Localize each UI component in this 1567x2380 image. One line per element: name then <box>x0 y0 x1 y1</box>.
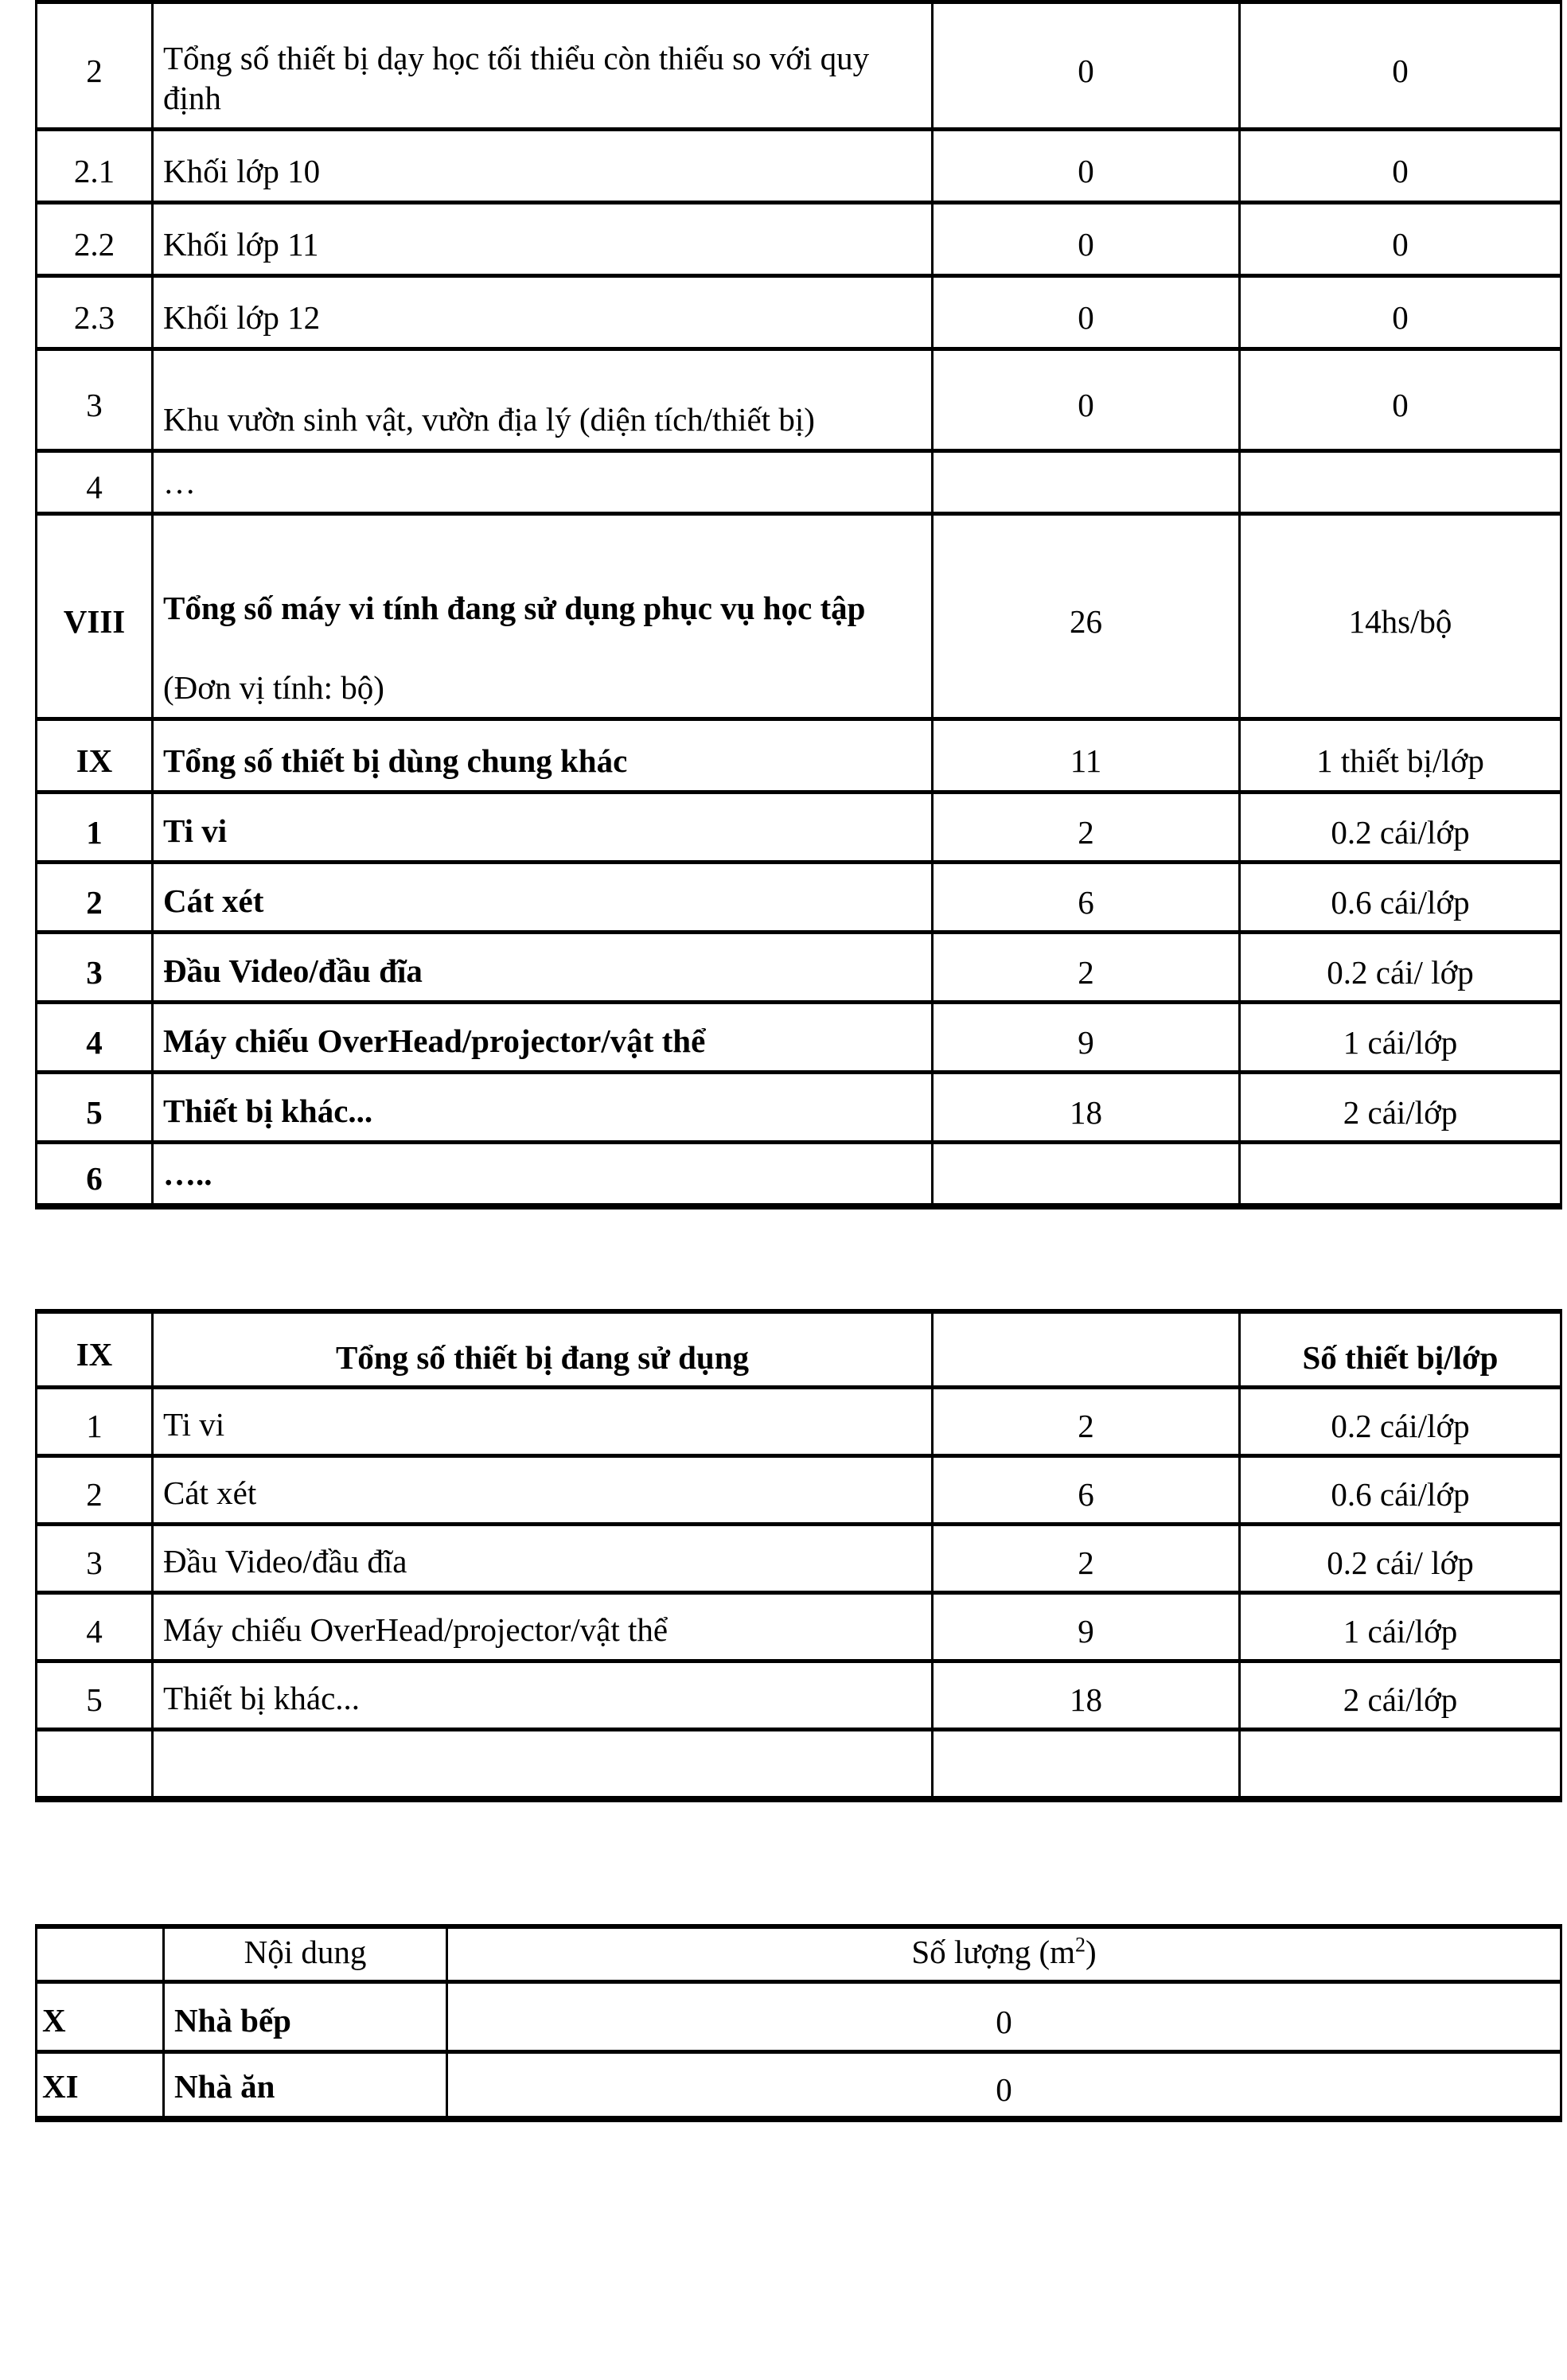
row-label: Thiết bị khác... <box>153 1661 933 1729</box>
row-count: 0 <box>933 203 1240 276</box>
equipment-shortage-table <box>35 0 1562 1209</box>
row-count: 0 <box>933 130 1240 203</box>
table-row <box>37 1143 1561 1207</box>
table-row <box>37 1003 1561 1073</box>
row-ratio: 0.2 cái/lớp <box>1240 1387 1561 1455</box>
row-label: Thiết bị khác... <box>153 1073 933 1143</box>
row-label: Khối lớp 11 <box>153 203 933 276</box>
table-row <box>37 514 1561 719</box>
row-no: 1 <box>37 1387 153 1455</box>
row-ratio <box>1240 1729 1561 1799</box>
row-no: 2.2 <box>37 203 153 276</box>
row-count: 6 <box>933 1455 1240 1524</box>
header-per-class: Số thiết bị/lớp <box>1240 1311 1561 1387</box>
table-row <box>37 1387 1561 1455</box>
table-row <box>37 451 1561 514</box>
row-label: Nhà bếp <box>164 1982 447 2052</box>
table-row <box>37 2052 1561 2119</box>
header-no: IX <box>37 1311 153 1387</box>
row-label: Nhà ăn <box>164 2052 447 2119</box>
row-label <box>153 1729 933 1799</box>
row-no: 2 <box>37 1455 153 1524</box>
row-ratio <box>1240 451 1561 514</box>
row-no: 2.3 <box>37 276 153 349</box>
facility-area-table <box>35 1924 1562 2122</box>
area-label-text: Số lượng (m <box>911 1934 1075 1970</box>
table-row <box>37 2 1561 130</box>
row-no: 4 <box>37 1003 153 1073</box>
table-row <box>37 349 1561 451</box>
row-ratio: 1 thiết bị/lớp <box>1240 719 1561 793</box>
table-row <box>37 793 1561 863</box>
row-no: IX <box>37 719 153 793</box>
row-count: 2 <box>933 1524 1240 1592</box>
table-row <box>37 1073 1561 1143</box>
table-row <box>37 933 1561 1003</box>
row-count: 0 <box>933 2 1240 130</box>
header-content: Nội dung <box>164 1926 447 1982</box>
row-ratio <box>1240 1143 1561 1207</box>
row-label: Khối lớp 10 <box>153 130 933 203</box>
header-count <box>933 1311 1240 1387</box>
row-ratio: 14hs/bộ <box>1240 514 1561 719</box>
row-no: 4 <box>37 451 153 514</box>
row-count: 18 <box>933 1661 1240 1729</box>
row-count: 2 <box>933 933 1240 1003</box>
row-label: Ti vi <box>153 793 933 863</box>
table-row <box>37 1455 1561 1524</box>
row-count: 26 <box>933 514 1240 719</box>
table-row <box>37 203 1561 276</box>
row-area: 0 <box>447 1982 1561 2052</box>
table-row <box>37 719 1561 793</box>
row-ratio: 1 cái/lớp <box>1240 1003 1561 1073</box>
row-count: 11 <box>933 719 1240 793</box>
row-label: ….. <box>153 1143 933 1207</box>
row-no: 5 <box>37 1661 153 1729</box>
table-row <box>37 276 1561 349</box>
header-label: Tổng số thiết bị đang sử dụng <box>153 1311 933 1387</box>
table-header-row <box>37 1926 1561 1982</box>
row-count: 0 <box>933 276 1240 349</box>
row-count: 6 <box>933 863 1240 933</box>
header-area <box>447 1926 1561 1982</box>
row-count <box>933 1143 1240 1207</box>
header-no <box>37 1926 164 1982</box>
table-row <box>37 1524 1561 1592</box>
row-no: X <box>37 1982 164 2052</box>
row-ratio: 0.2 cái/ lớp <box>1240 1524 1561 1592</box>
row-label: Đầu Video/đầu đĩa <box>153 933 933 1003</box>
row-ratio: 0 <box>1240 276 1561 349</box>
table-row <box>37 1661 1561 1729</box>
row-no <box>37 1729 153 1799</box>
row-count <box>933 1729 1240 1799</box>
area-label-close: ) <box>1085 1934 1097 1970</box>
row-no: 4 <box>37 1592 153 1661</box>
row-no: 3 <box>37 1524 153 1592</box>
row-label: Máy chiếu OverHead/projector/vật thể <box>153 1003 933 1073</box>
table-row <box>37 863 1561 933</box>
row-label: Khu vườn sinh vật, vườn địa lý (diện tích/thiết bị) <box>153 349 933 451</box>
row-label: Cát xét <box>153 1455 933 1524</box>
blank-line <box>163 628 923 668</box>
table-header-row <box>37 1311 1561 1387</box>
row-count: 9 <box>933 1003 1240 1073</box>
row-label: Khối lớp 12 <box>153 276 933 349</box>
row-ratio: 0.6 cái/lớp <box>1240 1455 1561 1524</box>
row-heading: Tổng số máy vi tính đang sử dụng phục vụ học tập <box>163 590 866 626</box>
row-no: 2.1 <box>37 130 153 203</box>
row-count: 2 <box>933 1387 1240 1455</box>
row-label <box>153 514 933 719</box>
row-no: 1 <box>37 793 153 863</box>
row-unit-note: (Đơn vị tính: bộ) <box>163 669 384 706</box>
row-count: 2 <box>933 793 1240 863</box>
row-count: 18 <box>933 1073 1240 1143</box>
row-ratio: 0.2 cái/lớp <box>1240 793 1561 863</box>
row-ratio: 0 <box>1240 130 1561 203</box>
row-count: 9 <box>933 1592 1240 1661</box>
row-ratio: 0 <box>1240 2 1561 130</box>
row-ratio: 2 cái/lớp <box>1240 1073 1561 1143</box>
table-row <box>37 1592 1561 1661</box>
row-label: Ti vi <box>153 1387 933 1455</box>
row-label: Đầu Video/đầu đĩa <box>153 1524 933 1592</box>
row-ratio: 0.2 cái/ lớp <box>1240 933 1561 1003</box>
row-ratio: 1 cái/lớp <box>1240 1592 1561 1661</box>
row-no: VIII <box>37 514 153 719</box>
row-no: 2 <box>37 863 153 933</box>
row-ratio: 0.6 cái/lớp <box>1240 863 1561 933</box>
row-ratio: 0 <box>1240 349 1561 451</box>
row-count: 0 <box>933 349 1240 451</box>
row-no: 2 <box>37 2 153 130</box>
row-no: 5 <box>37 1073 153 1143</box>
squared-sup: 2 <box>1074 1933 1086 1957</box>
table-row <box>37 1729 1561 1799</box>
row-label: Tổng số thiết bị dạy học tối thiểu còn thiếu so với quy định <box>153 2 933 130</box>
row-no: XI <box>37 2052 164 2119</box>
table-row <box>37 1982 1561 2052</box>
table-row <box>37 130 1561 203</box>
row-no: 6 <box>37 1143 153 1207</box>
row-label: Cát xét <box>153 863 933 933</box>
row-label: … <box>153 451 933 514</box>
row-no: 3 <box>37 349 153 451</box>
row-area: 0 <box>447 2052 1561 2119</box>
equipment-in-use-table <box>35 1309 1562 1802</box>
row-no: 3 <box>37 933 153 1003</box>
row-label: Máy chiếu OverHead/projector/vật thể <box>153 1592 933 1661</box>
row-ratio: 2 cái/lớp <box>1240 1661 1561 1729</box>
row-label: Tổng số thiết bị dùng chung khác <box>153 719 933 793</box>
row-ratio: 0 <box>1240 203 1561 276</box>
row-count <box>933 451 1240 514</box>
